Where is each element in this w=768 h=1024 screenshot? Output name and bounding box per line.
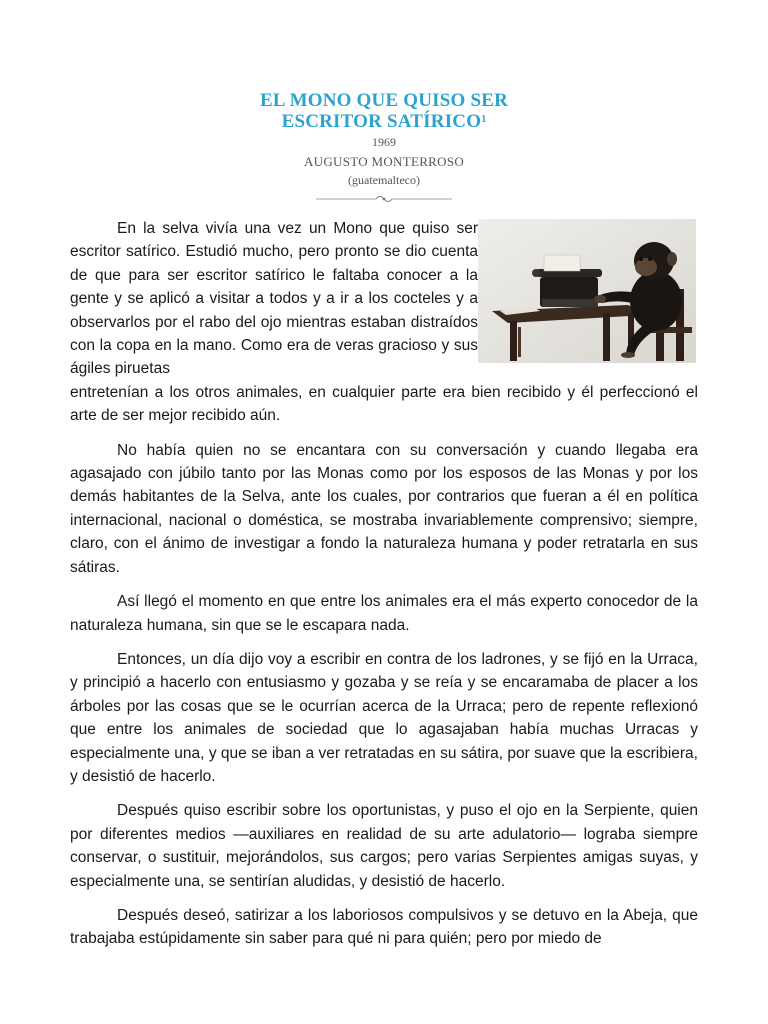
story-header <box>0 90 768 205</box>
story-year: 1969 <box>372 135 396 149</box>
paragraph-1-continuation: entretenían a los otros animales, en cualquier parte era bien recibido y él perfeccionó el arte de ser mejor recibido aún. <box>70 383 698 425</box>
story-title <box>0 90 768 132</box>
footnote-mark: 1 <box>481 114 487 125</box>
story-author: AUGUSTO MONTERROSO <box>303 154 465 169</box>
paragraph-2: No había quien no se encantara con su conversación y cuando llegaba era agasajado con júbilo tanto por las Monas como por los esposos de las Monas y por los demás habitantes de la Selva, ante los cuales, por contrarios que fueran a él en política internacional, nacional o doméstica, se mostraba invariablemente comprensivo; siempre, claro, con el ánimo de investigar a fondo la naturaleza humana y poder retratarla en sus sátiras. <box>70 441 698 576</box>
title-line-2-text: ESCRITOR SATÍRICO <box>281 111 482 132</box>
paragraph-3: Así llegó el momento en que entre los animales era el más experto conocedor de la naturaleza humana, sin que se le escapara nada. <box>70 593 698 634</box>
paragraph-1: En la selva vivía una vez un Mono que quiso ser escritor satírico. Estudió mucho, pero pronto se dio cuenta de que para ser escritor satírico le faltaba conocer a la gente y se aplicó a visitar a todos y a ir a los cocteles y a observarlos por el rabo del ojo mientras estaban distraídos con la copa en la mano. Como era de veras gracioso y sus ágiles piruetas <box>70 220 478 378</box>
title-line-2 <box>0 111 768 132</box>
story-body <box>70 217 698 962</box>
paragraph-4: Entonces, un día dijo voy a escribir en contra de los ladrones, y se fijó en la Urraca, y principió a hacerlo con entusiasmo y gozaba y se reía y se encaramaba de placer a los árboles por las cosas que se le ocurrían acerca de la Urraca; pero de repente reflexionó que entre los animales de sociedad que lo agasajaban había muchas Urracas y especialmente una, y que se iban a ver retratadas en su sátira, por suave que la escribiera, y desistió de hacerlo. <box>70 650 698 785</box>
author-nationality: (guatemalteco) <box>348 173 420 187</box>
ornament-divider-icon <box>314 193 454 205</box>
title-line-1: EL MONO QUE QUISO SER <box>259 90 509 111</box>
paragraph-5: Después quiso escribir sobre los oportunistas, y puso el ojo en la Serpiente, quien por diferentes medios —auxiliares en realidad de su arte adulatorio— lograba siempre conservar, o sustituir, mejorándolos, sus cargos; pero varias Serpientes amigas suyas, y especialmente una, se sentirían aludidas, y desistió de hacerlo. <box>70 802 698 890</box>
paragraph-6: Después deseó, satirizar a los laboriosos compulsivos y se detuvo en la Abeja, que trabajaba estúpidamente sin saber para qué ni para quién; pero por miedo de <box>70 906 698 948</box>
